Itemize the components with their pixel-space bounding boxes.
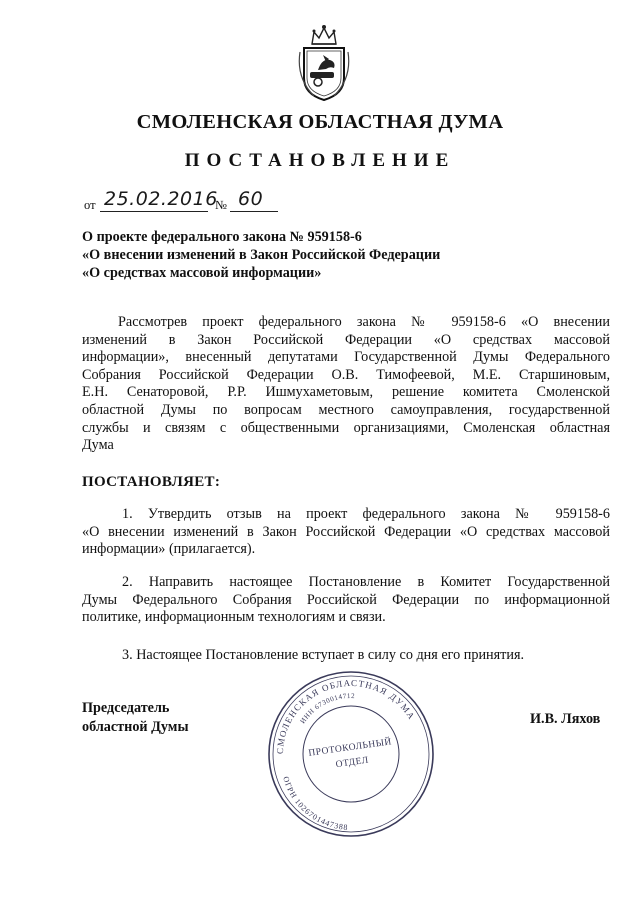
position-line: Председатель bbox=[82, 700, 170, 716]
resolution-item-2 bbox=[82, 574, 610, 627]
handwritten-number: 60 bbox=[238, 188, 264, 210]
text-line: Е.Н. Сенаторовой, Р.Р. Ишмухаметовым, решение комитета Смоленской bbox=[82, 384, 610, 401]
stamp-center-text: ПРОТОКОЛЬНЫЙ bbox=[307, 737, 393, 759]
stamp-inn-text: ИНН 6730014712 bbox=[298, 691, 356, 726]
handwritten-date: 25.02.2016 bbox=[104, 188, 218, 210]
text-line: информации», внесенный депутатами Государственной Думы Федерального bbox=[82, 349, 610, 366]
text-line: областной Думы по вопросам местного самоуправления, государственной bbox=[82, 401, 610, 418]
text-line: 2. Направить настоящее Постановление в Комитет Государственной bbox=[122, 574, 610, 590]
document-subject bbox=[82, 228, 512, 282]
text-line: службы и связям с общественными организациями, Смоленская областная bbox=[82, 419, 610, 436]
date-label: от bbox=[84, 198, 96, 212]
text-line: Думы Федерального Собрания Российской Федерации по информационной bbox=[82, 591, 610, 608]
subject-line: «О средствах массовой информации» bbox=[82, 265, 322, 281]
resolution-item-3 bbox=[82, 647, 610, 665]
number-label: № bbox=[215, 198, 227, 212]
official-stamp bbox=[265, 668, 437, 840]
text-line: Рассмотрев проект федерального закона № 959158-6 «О внесении bbox=[118, 314, 610, 330]
organization-title: СМОЛЕНСКАЯ ОБЛАСТНАЯ ДУМА bbox=[136, 111, 504, 133]
smolensk-coat-of-arms-icon bbox=[296, 22, 352, 104]
position-line: областной Думы bbox=[82, 719, 189, 735]
stamp-ring-text: СМОЛЕНСКАЯ ОБЛАСТНАЯ ДУМА bbox=[274, 677, 418, 755]
resolves-heading: ПОСТАНОВЛЯЕТ: bbox=[82, 474, 221, 490]
text-line: политике, информационным технологиям и связи. bbox=[82, 609, 386, 626]
document-type-title: ПОСТАНОВЛЕНИЕ bbox=[184, 150, 456, 171]
text-line: Собрания Российской Федерации О.В. Тимофеевой, М.Е. Старшиновым, bbox=[82, 366, 610, 383]
stamp-ogrn-text: ОГРН 1026701447388 bbox=[281, 775, 349, 832]
subject-line: «О внесении изменений в Закон Российской Федерации bbox=[82, 247, 441, 263]
text-line: изменений в Закон Российской Федерации «О средствах массовой bbox=[82, 331, 610, 348]
text-line: «О внесении изменений в Закон Российской Федерации «О средствах массовой bbox=[82, 523, 610, 540]
date-number-line bbox=[84, 190, 384, 216]
signatory-name: И.В. Ляхов bbox=[530, 711, 601, 727]
resolution-item-1 bbox=[82, 506, 610, 559]
preamble-paragraph bbox=[82, 314, 610, 455]
text-line: 3. Настоящее Постановление вступает в силу со дня его принятия. bbox=[122, 647, 525, 663]
signatory-position bbox=[82, 699, 189, 737]
text-line: информации» (прилагается). bbox=[82, 541, 256, 558]
stamp-center-text: ОТДЕЛ bbox=[335, 755, 370, 771]
text-line: Дума bbox=[82, 437, 114, 454]
subject-line: О проекте федерального закона № 959158-6 bbox=[82, 229, 362, 245]
text-line: 1. Утвердить отзыв на проект федерального закона № 959158-6 bbox=[122, 506, 610, 522]
